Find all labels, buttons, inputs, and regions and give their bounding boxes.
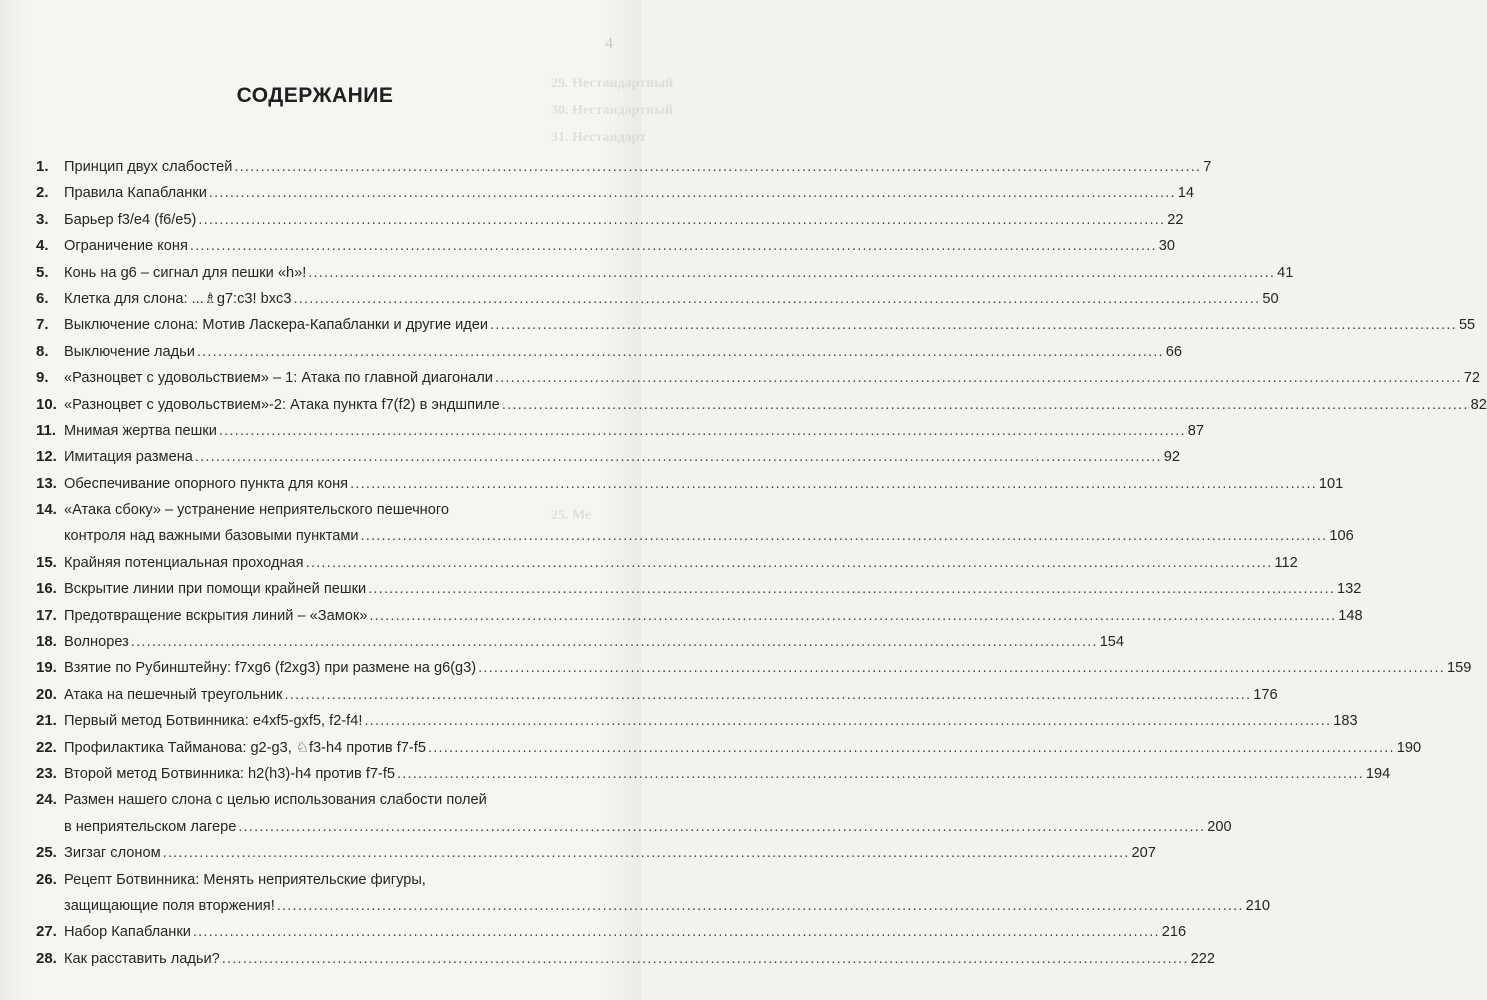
table-of-contents: [36, 154, 1487, 972]
toc-line: [36, 418, 1204, 444]
dot-leader: [222, 946, 1189, 972]
dot-leader: [198, 207, 1165, 233]
toc-entry: [36, 655, 1472, 681]
dot-leader: [364, 708, 1331, 734]
chapter-number: 7.: [36, 316, 49, 334]
page-number: 112: [1274, 554, 1298, 571]
chapter-title: Волнорез: [64, 634, 129, 651]
chapter-number: 25.: [36, 844, 57, 862]
chapter-title: Как расставить ладьи?: [64, 950, 220, 967]
toc-line: [36, 286, 1279, 312]
ghost-line: 29. Нестандартный: [551, 76, 674, 91]
dot-leader: [308, 260, 1275, 286]
chapter-number: 21.: [36, 712, 57, 730]
toc-line: [36, 339, 1183, 365]
chapter-title: Правила Капабланки: [64, 185, 207, 202]
page-number: 55: [1458, 317, 1476, 334]
dot-leader: [478, 655, 1445, 681]
toc-line: [36, 787, 599, 813]
chapter-number: 26.: [36, 870, 57, 888]
chapter-number: 1.: [36, 158, 49, 175]
toc-line: [36, 392, 1487, 418]
chapter-number: 24.: [36, 791, 57, 809]
toc-entry: [36, 946, 1216, 972]
toc-line: [36, 893, 1270, 919]
toc-line: [36, 365, 1481, 391]
chapter-title: Набор Капабланки: [64, 924, 191, 941]
toc-line: [36, 180, 1194, 206]
chapter-number: 14.: [36, 501, 57, 519]
toc-entry: [36, 154, 1212, 180]
chapter-number: 6.: [36, 289, 49, 307]
toc-entry: [36, 576, 1362, 602]
toc-entry: [36, 603, 1363, 629]
page-number: 14: [1177, 185, 1194, 202]
chapter-number: 18.: [36, 633, 57, 651]
chapter-title: Мнимая жертва пешки: [64, 422, 217, 439]
chapter-title: Размен нашего слона с целью использования слабости полей: [64, 792, 487, 809]
toc-entry: [36, 629, 1125, 655]
chapter-number: 23.: [36, 764, 57, 782]
dot-leader: [490, 312, 1457, 338]
page-number: 200: [1207, 818, 1232, 835]
page-number: 101: [1318, 475, 1344, 492]
chapter-number: 4.: [36, 237, 49, 255]
page-number: 106: [1329, 528, 1354, 545]
toc-entry: [36, 497, 1354, 550]
dot-leader: [428, 735, 1395, 761]
chapter-title: «Разноцвет с удовольствием»-2: Атака пункта f7(f2) в эндшпиле: [64, 396, 500, 413]
chapter-number: 17.: [36, 606, 57, 624]
toc-line: [36, 814, 1232, 840]
ghost-page-number: 4: [605, 35, 613, 52]
toc-line: [36, 471, 1344, 497]
dot-leader: [234, 154, 1201, 180]
page-number: 148: [1338, 607, 1363, 624]
toc-entry: [36, 392, 1487, 418]
chapter-title: «Разноцвет с удовольствием» – 1: Атака по главной диагонали: [64, 370, 493, 387]
toc-entry: [36, 286, 1279, 312]
chapter-number: 16.: [36, 580, 57, 598]
dot-leader: [131, 629, 1098, 655]
toc-entry: [36, 708, 1358, 734]
dot-leader: [195, 444, 1162, 470]
toc-entry: [36, 365, 1481, 391]
chapter-number: 22.: [36, 738, 57, 756]
chapter-title: Крайняя потенциальная проходная: [64, 554, 304, 571]
chapter-number: 5.: [36, 263, 49, 281]
chapter-title: Имитация размена: [64, 449, 193, 466]
toc-entry: [36, 761, 1391, 787]
page-number: 132: [1337, 581, 1362, 598]
ghost-line: 25. Ме: [551, 508, 592, 523]
chapter-number: 15.: [36, 553, 57, 571]
ghost-line: 31. Нестандарт: [551, 130, 647, 145]
dot-leader: [361, 523, 1328, 549]
dot-leader: [238, 814, 1205, 840]
chapter-number: 27.: [36, 923, 57, 941]
chapter-title: Второй метод Ботвинника: h2(h3)-h4 против f7-f5: [64, 765, 396, 782]
chapter-title: Вскрытие линии при помощи крайней пешки: [64, 581, 367, 598]
toc-entry: [36, 787, 1232, 840]
dot-leader: [190, 233, 1157, 259]
toc-line: [36, 946, 1216, 972]
toc-line: [36, 919, 1187, 945]
chapter-number: 28.: [36, 949, 57, 967]
toc-entry: [36, 550, 1298, 576]
toc-line: [36, 497, 599, 523]
toc-entry: [36, 735, 1422, 761]
toc-line: [36, 207, 1184, 233]
chapter-title: Выключение слона: Мотив Ласкера-Капабланки и другие идеи: [64, 317, 489, 334]
toc-line: [36, 233, 1175, 259]
toc-line: [36, 312, 1476, 338]
toc-entry: [36, 233, 1175, 259]
chapter-title: Ограничение коня: [64, 238, 188, 255]
dot-leader: [219, 418, 1186, 444]
page-number: 30: [1158, 238, 1175, 255]
page-number: 222: [1190, 950, 1216, 967]
chapter-title: Первый метод Ботвинника: e4xf5-gxf5, f2-f4!: [64, 713, 363, 730]
chapter-title: Атака на пешечный треугольник: [64, 686, 283, 703]
toc-line: [36, 682, 1278, 708]
toc-line: [36, 655, 1472, 681]
dot-leader: [495, 365, 1462, 391]
toc-line: [36, 761, 1391, 787]
toc-entry: [36, 180, 1194, 206]
chapter-title: Обеспечивание опорного пункта для коня: [64, 475, 349, 492]
toc-entry: [36, 867, 1270, 920]
chapter-title: Клетка для слона: ...♗g7:c3! bxc3: [64, 290, 292, 307]
page-number: 7: [1203, 159, 1212, 175]
page-number: 207: [1131, 845, 1156, 862]
page-title: СОДЕРЖАНИЕ: [236, 84, 394, 107]
toc-line: [36, 260, 1294, 286]
dot-leader: [197, 339, 1164, 365]
chapter-number: 13.: [36, 474, 57, 492]
chapter-number: 10.: [36, 395, 57, 413]
chapter-title: Конь на g6 – сигнал для пешки «h»!: [64, 264, 307, 281]
chapter-title: Зигзаг слоном: [64, 845, 161, 862]
page-number: 92: [1163, 449, 1180, 466]
chapter-title: Взятие по Рубинштейну: f7xg6 (f2xg3) при размене на g6(g3): [64, 660, 477, 677]
chapter-title: защищающие поля вторжения!: [64, 897, 275, 914]
toc-line: [36, 603, 1363, 629]
chapter-number: 20.: [36, 685, 57, 703]
toc-line: [36, 867, 599, 893]
chapter-title: Профилактика Тайманова: g2-g3, ♘f3-h4 против f7-f5: [64, 739, 426, 756]
page-number: 66: [1165, 343, 1183, 360]
chapter-number: 3.: [36, 210, 49, 228]
chapter-title: «Атака сбоку» – устранение неприятельского пешечного: [64, 502, 449, 519]
chapter-number: 19.: [36, 659, 57, 677]
chapter-title: Рецепт Ботвинника: Менять неприятельские фигуры,: [64, 871, 426, 888]
chapter-title: контроля над важными базовыми пунктами: [64, 528, 359, 545]
chapter-title: в неприятельском лагере: [64, 818, 237, 835]
toc-line: [36, 840, 1156, 866]
toc-entry: [36, 444, 1180, 470]
dot-leader: [284, 682, 1251, 708]
ghost-line: 30. Нестандартный: [551, 103, 674, 118]
chapter-number: 9.: [36, 369, 49, 387]
toc-entry: [36, 840, 1156, 866]
page-number: 190: [1396, 739, 1422, 756]
dot-leader: [369, 603, 1336, 629]
dot-leader: [350, 471, 1317, 497]
page-number: 72: [1463, 370, 1481, 387]
page-number: 87: [1187, 422, 1204, 439]
dot-leader: [368, 576, 1335, 602]
toc-entry: [36, 260, 1294, 286]
dot-leader: [277, 893, 1244, 919]
chapter-number: 8.: [36, 342, 49, 360]
chapter-number: 2.: [36, 184, 49, 202]
dot-leader: [397, 761, 1364, 787]
page-number: 154: [1099, 634, 1125, 651]
toc-entry: [36, 207, 1184, 233]
toc-line: [36, 444, 1180, 470]
dot-leader: [209, 180, 1176, 206]
page-number: 216: [1161, 924, 1187, 941]
page-number: 183: [1333, 713, 1358, 730]
dot-leader: [306, 550, 1273, 576]
toc-line: [36, 708, 1358, 734]
dot-leader: [502, 392, 1469, 418]
chapter-number: 11.: [36, 421, 57, 439]
toc-line: [36, 735, 1422, 761]
page-number: 82: [1470, 396, 1487, 413]
page-number: 159: [1447, 660, 1472, 677]
toc-entry: [36, 339, 1183, 365]
chapter-title: Барьер f3/e4 (f6/e5): [64, 211, 197, 228]
toc-line: [36, 576, 1362, 602]
dot-leader: [193, 919, 1160, 945]
toc-line: [36, 523, 1354, 549]
page-number: 22: [1167, 211, 1184, 228]
toc-entry: [36, 418, 1204, 444]
toc-entry: [36, 919, 1187, 945]
page-number: 194: [1365, 765, 1391, 782]
toc-entry: [36, 471, 1344, 497]
page-number: 50: [1262, 290, 1279, 307]
chapter-title: Выключение ладьи: [64, 343, 195, 360]
dot-leader: [163, 840, 1130, 866]
chapter-title: Предотвращение вскрытия линий – «Замок»: [64, 607, 368, 624]
page-number: 210: [1245, 897, 1270, 914]
toc-entry: [36, 682, 1278, 708]
toc-line: [36, 629, 1125, 655]
chapter-title: Принцип двух слабостей: [64, 159, 233, 175]
toc-line: [36, 154, 1212, 180]
toc-line: [36, 550, 1298, 576]
page-number: 41: [1277, 264, 1294, 281]
page-number: 176: [1253, 686, 1278, 703]
dot-leader: [293, 286, 1260, 312]
toc-entry: [36, 312, 1476, 338]
chapter-number: 12.: [36, 448, 57, 466]
